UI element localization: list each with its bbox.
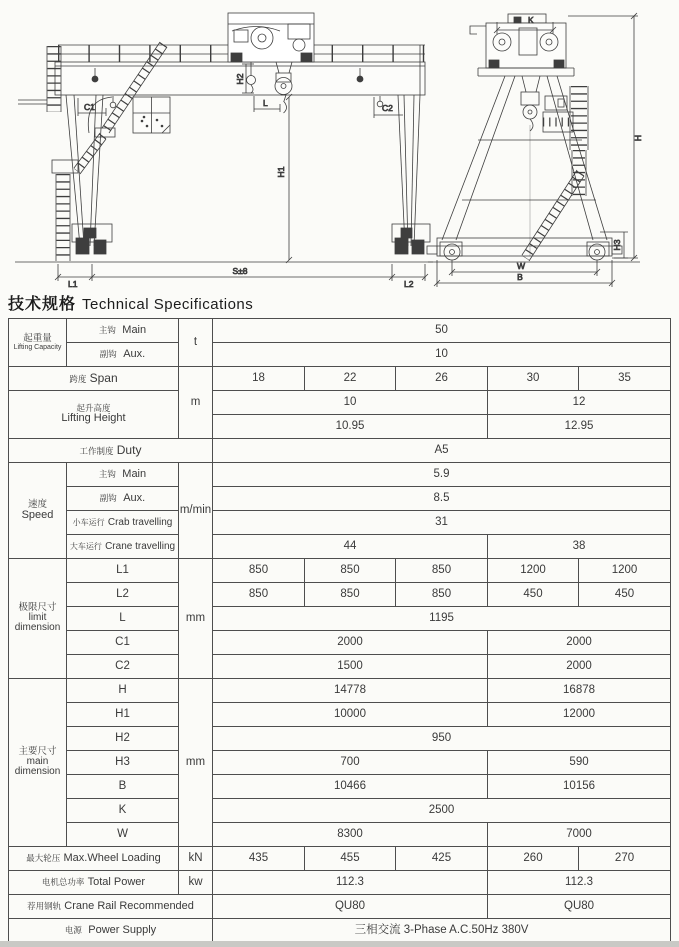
row-wheel-loading (9, 847, 671, 871)
l1-label: L1 (67, 559, 179, 583)
l-label: L (67, 607, 179, 631)
row-span (9, 367, 671, 391)
k-label: K (67, 799, 179, 823)
row-k (9, 799, 671, 823)
row-c1 (9, 631, 671, 655)
span-height-unit: m (179, 367, 213, 439)
l-value: 1195 (213, 607, 671, 631)
l1-value: 850 (213, 559, 305, 583)
wheel-value: 270 (579, 847, 671, 871)
h1-value: 10000 (213, 703, 488, 727)
spec-table (8, 318, 671, 943)
l2-label: L2 (67, 583, 179, 607)
speed-crane-value: 44 (213, 535, 488, 559)
limit-unit: mm (179, 559, 213, 679)
row-h2 (9, 727, 671, 751)
height-value: 12 (488, 391, 671, 415)
main-dim-unit: mm (179, 679, 213, 847)
row-speed-crane (9, 535, 671, 559)
span-value: 22 (305, 367, 396, 391)
power-label: 电机总功率 Total Power (9, 871, 179, 895)
operator-cabin (133, 97, 170, 133)
capacity-unit: t (179, 319, 213, 367)
w-label: W (67, 823, 179, 847)
dim-span (55, 264, 428, 289)
row-h1 (9, 703, 671, 727)
height-value: 10 (213, 391, 488, 415)
w-value: 7000 (488, 823, 671, 847)
dim-h (568, 13, 643, 261)
front-view (15, 13, 433, 289)
duty-label: 工作制度 Duty (9, 439, 213, 463)
height-value: 12.95 (488, 415, 671, 439)
speed-crab-value: 31 (213, 511, 671, 535)
row-capacity-aux (9, 343, 671, 367)
rail-value: QU80 (213, 895, 488, 919)
dim-label-h: H (633, 134, 643, 142)
c2-label: C2 (67, 655, 179, 679)
side-view (427, 13, 643, 287)
l2-value: 450 (488, 583, 579, 607)
l2-value: 850 (305, 583, 396, 607)
dim-label-h3: H3 (612, 239, 622, 251)
dim-label-w: W (516, 261, 526, 271)
left-leg (66, 95, 103, 246)
row-l1 (9, 559, 671, 583)
row-rail (9, 895, 671, 919)
capacity-main-value: 50 (213, 319, 671, 343)
wheel-value: 455 (305, 847, 396, 871)
speed-crane-value: 38 (488, 535, 671, 559)
row-c2 (9, 655, 671, 679)
l1-value: 850 (396, 559, 488, 583)
span-value: 30 (488, 367, 579, 391)
h-label: H (67, 679, 179, 703)
l2-value: 850 (213, 583, 305, 607)
speed-crab-label: 小车运行 Crab travelling (67, 511, 179, 535)
h1-label: H1 (67, 703, 179, 727)
side-stair (522, 170, 584, 261)
duty-value: A5 (213, 439, 671, 463)
wheel-value: 260 (488, 847, 579, 871)
dim-l (254, 96, 280, 112)
l2-value: 450 (579, 583, 671, 607)
hook-side (521, 76, 540, 256)
speed-aux-label: 副钩 Aux. (67, 487, 179, 511)
row-l2 (9, 583, 671, 607)
c2-value: 2000 (488, 655, 671, 679)
height-value: 10.95 (213, 415, 488, 439)
l1-value: 1200 (579, 559, 671, 583)
c1-value: 2000 (213, 631, 488, 655)
capacity-main-label: 主钩 Main (67, 319, 179, 343)
wheel-value: 425 (396, 847, 488, 871)
c1-label: C1 (67, 631, 179, 655)
row-height-1 (9, 391, 671, 415)
speed-main-value: 5.9 (213, 463, 671, 487)
scan-edge (0, 941, 679, 947)
dim-h1 (276, 94, 292, 263)
h-value: 14778 (213, 679, 488, 703)
w-value: 8300 (213, 823, 488, 847)
row-duty (9, 439, 671, 463)
page-title-zh: 技术规格 (8, 296, 77, 313)
row-speed-aux (9, 487, 671, 511)
speed-main-label: 主钩 Main (67, 463, 179, 487)
row-l (9, 607, 671, 631)
l1-value: 850 (305, 559, 396, 583)
speed-crane-label: 大车运行 Crane travelling (67, 535, 179, 559)
b-value: 10156 (488, 775, 671, 799)
span-value: 35 (579, 367, 671, 391)
l2-value: 850 (396, 583, 488, 607)
supply-label: 电源 Power Supply (9, 919, 213, 943)
k-value: 2500 (213, 799, 671, 823)
row-speed-crab (9, 511, 671, 535)
dim-label-l1: L1 (68, 279, 78, 289)
power-value: 112.3 (488, 871, 671, 895)
page-title (8, 291, 253, 314)
row-h3 (9, 751, 671, 775)
wheel-unit: kN (179, 847, 213, 871)
capacity-group-label: 起重量 Lifting Capacity (9, 319, 67, 367)
dim-label-l: L (263, 98, 268, 108)
dim-c1 (78, 96, 116, 116)
limit-group-label: 极限尺寸 limit dimension (9, 559, 67, 679)
h1-value: 12000 (488, 703, 671, 727)
row-w (9, 823, 671, 847)
b-value: 10466 (213, 775, 488, 799)
c2-value: 1500 (213, 655, 488, 679)
h3-label: H3 (67, 751, 179, 775)
span-value: 26 (396, 367, 488, 391)
height-label: 起升高度 Lifting Height (9, 391, 179, 439)
h2-value: 950 (213, 727, 671, 751)
speed-unit: m/min (179, 463, 213, 559)
capacity-aux-label: 副钩 Aux. (67, 343, 179, 367)
side-sill (427, 238, 622, 260)
row-capacity-main (9, 319, 671, 343)
row-power-supply (9, 919, 671, 943)
dim-label-h2: H2 (235, 73, 245, 85)
span-value: 18 (213, 367, 305, 391)
row-total-power (9, 871, 671, 895)
span-label: 跨度 Span (9, 367, 179, 391)
rail-value: QU80 (488, 895, 671, 919)
b-label: B (67, 775, 179, 799)
dim-label-c2: C2 (382, 103, 393, 113)
dim-label-span: S±8 (232, 266, 248, 276)
row-b (9, 775, 671, 799)
wheel-label: 最大轮压 Max.Wheel Loading (9, 847, 179, 871)
power-value: 112.3 (213, 871, 488, 895)
main-dim-group-label: 主要尺寸 main dimension (9, 679, 67, 847)
supply-value: 三相交流 3-Phase A.C.50Hz 380V (213, 919, 671, 943)
power-unit: kw (179, 871, 213, 895)
page-title-en: Technical Specifications (82, 296, 254, 313)
speed-group-label: 速度 Speed (9, 463, 67, 559)
dim-label-b: B (517, 272, 523, 282)
crane-drawing (0, 0, 679, 290)
wheel-value: 435 (213, 847, 305, 871)
row-h (9, 679, 671, 703)
capacity-aux-value: 10 (213, 343, 671, 367)
h-value: 16878 (488, 679, 671, 703)
dim-label-l2: L2 (404, 279, 414, 289)
trolley-front (228, 13, 314, 62)
dim-label-c1: C1 (84, 102, 95, 112)
h3-value: 700 (213, 751, 488, 775)
rail-label: 荐用钢轨 Crane Rail Recommended (9, 895, 213, 919)
dim-label-k: K (528, 15, 534, 25)
girder-end-ladder (18, 46, 61, 112)
row-speed-main (9, 463, 671, 487)
h3-value: 590 (488, 751, 671, 775)
dim-label-h1: H1 (276, 166, 286, 178)
speed-aux-value: 8.5 (213, 487, 671, 511)
h2-label: H2 (67, 727, 179, 751)
c1-value: 2000 (488, 631, 671, 655)
l1-value: 1200 (488, 559, 579, 583)
